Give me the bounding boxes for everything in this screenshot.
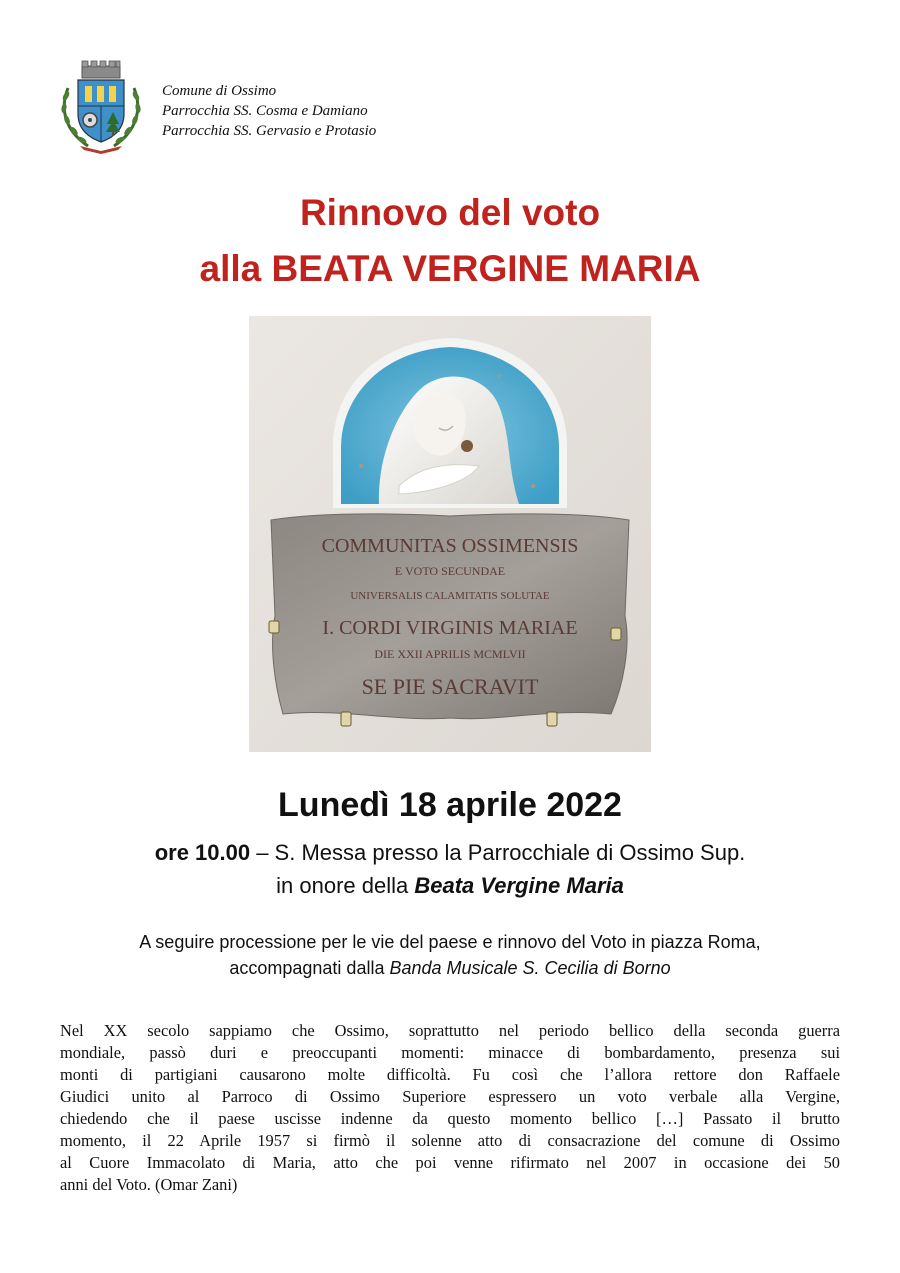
history-paragraph [60,1020,840,1196]
municipal-crest-icon [58,58,144,154]
procession-line-2 [0,956,900,980]
madonna-plaque-photo [249,316,651,752]
history-line: momento, il 22 Aprile 1957 si firmò il solenne atto di consacrazione del comune di Ossimo [60,1131,840,1150]
issuer-header [162,81,376,141]
plaque-line-5: DIE XXII APRILIS MCMLVII [374,647,526,661]
plaque-line-6: SE PIE SACRAVIT [361,674,539,699]
plaque-line-2: E VOTO SECUNDAE [394,564,506,578]
mass-time: ore 10.00 [154,840,251,865]
plaque-line-3: UNIVERSALIS CALAMITATIS SOLUTAE [350,590,550,602]
honor-prefix: in onore della [276,873,415,898]
history-line: mondiale, passò duri e preoccupanti momenti: minacce di bombardamento, presenza sui [60,1043,840,1062]
mass-line [0,839,900,867]
history-line: Giudici unito al Parroco di Ossimo Superiore espressero un voto verbale alla Vergine, [60,1087,840,1106]
plaque-line-4: I. CORDI VIRGINIS MARIAE [322,617,578,639]
honor-name: Beata Vergine Maria [414,873,624,898]
history-line: anni del Voto. (Omar Zani) [60,1175,238,1194]
honor-line [0,872,900,900]
band-name: Banda Musicale S. Cecilia di Borno [389,958,671,978]
plaque-line-1: COMMUNITAS OSSIMENSIS [321,535,579,557]
procession-prefix: accompagnati dalla [229,958,390,978]
title-line-2: alla BEATA VERGINE MARIA [199,248,701,289]
history-line: chiedendo che il paese uscisse indenne da questo momento bellico […] Passato il brutto [60,1109,840,1128]
history-line: monti di partigiani causarono molte difficoltà. Fu così che l’allora rettore don Raffaele [60,1065,840,1084]
history-line: al Cuore Immacolato di Maria, atto che poi venne rifirmato nel 2007 in occasione dei 50 [60,1153,840,1172]
event-date: Lunedì 18 aprile 2022 [278,786,622,824]
issuer-parish-cosma-damiano: Parrocchia SS. Cosma e Damiano [162,103,368,119]
issuer-parish-gervasio-protasio: Parrocchia SS. Gervasio e Protasio [162,123,377,139]
title-line-1: Rinnovo del voto [299,192,601,233]
history-line: Nel XX secolo sappiamo che Ossimo, soprattutto nel periodo bellico della seconda guerra [60,1021,840,1040]
procession-line-1: A seguire processione per le vie del paese e rinnovo del Voto in piazza Roma, [139,932,761,952]
mass-description: – S. Messa presso la Parrocchiale di Ossimo Sup. [250,840,746,865]
issuer-comune: Comune di Ossimo [162,83,277,99]
